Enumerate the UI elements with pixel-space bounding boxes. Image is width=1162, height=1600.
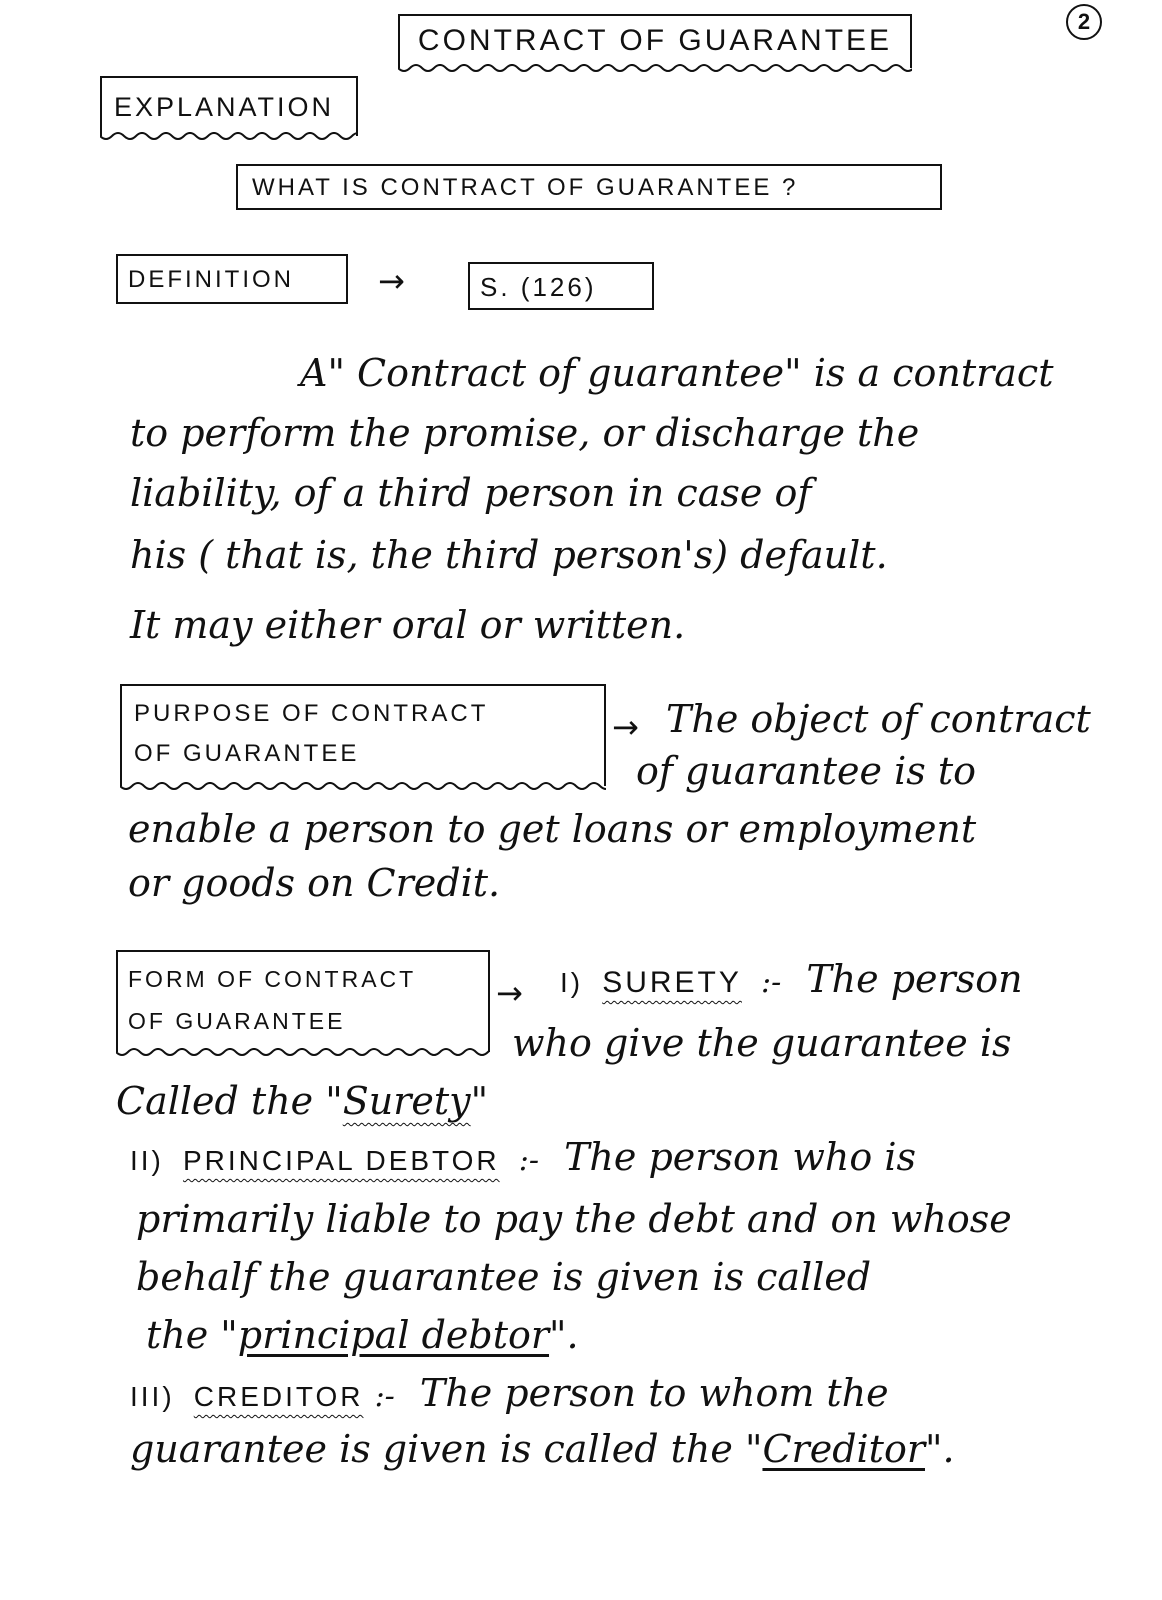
arrow-icon: → — [496, 974, 523, 1012]
principal-text-4 — [146, 1313, 579, 1357]
explanation-label — [100, 76, 358, 136]
surety-text-3 — [116, 1079, 489, 1123]
definition-line-2: to perform the promise, or discharge the — [130, 411, 920, 455]
wavy-underline — [116, 1048, 490, 1060]
principal-text-1: The person who is — [564, 1135, 916, 1179]
principal-text-3: behalf the guarantee is given is called — [136, 1255, 872, 1299]
purpose-line-4: or goods on Credit. — [128, 861, 501, 905]
creditor-term-quoted: Creditor — [762, 1427, 925, 1471]
surety-text-2: who give the guarantee is — [512, 1021, 1012, 1065]
principal-text-4-pre: the " — [146, 1313, 238, 1357]
creditor-text-2-pre: guarantee is given is called the " — [130, 1427, 763, 1471]
principal-term-quoted: principal debtor — [237, 1313, 550, 1357]
purpose-label-line-1: PURPOSE OF CONTRACT — [134, 700, 489, 727]
wavy-underline — [100, 132, 358, 144]
page-title — [398, 14, 912, 68]
form-label-line-1: FORM OF CONTRACT — [128, 966, 417, 992]
creditor-number: III) — [130, 1381, 175, 1412]
section-reference — [468, 262, 654, 310]
arrow-icon: → — [378, 262, 405, 300]
page-title-text: CONTRACT OF GUARANTEE — [417, 24, 893, 57]
definition-label-text: DEFINITION — [128, 266, 294, 293]
principal-debtor-item — [130, 1135, 916, 1179]
surety-text-3-post: " — [470, 1079, 489, 1123]
surety-text-3-pre: Called the " — [116, 1079, 343, 1123]
principal-separator: :- — [518, 1143, 539, 1178]
definition-line-4: his ( that is, the third person's) default. — [130, 533, 888, 577]
explanation-label-text: EXPLANATION — [114, 92, 335, 122]
question-heading-text: WHAT IS CONTRACT OF GUARANTEE ? — [252, 174, 799, 201]
purpose-line-2: of guarantee is to — [636, 749, 976, 793]
principal-term: PRINCIPAL DEBTOR — [182, 1145, 500, 1176]
page-number: 2 — [1066, 4, 1102, 40]
surety-item — [560, 957, 1023, 1001]
wavy-underline — [398, 64, 912, 76]
arrow-icon: → — [612, 708, 639, 746]
definition-line-1: A" Contract of guarantee" is a contract — [300, 351, 1054, 395]
definition-line-5: It may either oral or written. — [130, 603, 686, 647]
principal-text-2: primarily liable to pay the debt and on whose — [136, 1197, 1012, 1241]
form-label-line-2: OF GUARANTEE — [128, 1008, 346, 1034]
surety-text-1: The person — [806, 957, 1023, 1001]
creditor-separator: :- — [374, 1379, 395, 1414]
purpose-line-1: The object of contract — [666, 697, 1091, 741]
purpose-label-line-2: OF GUARANTEE — [134, 740, 360, 767]
creditor-text-2-post: ". — [925, 1427, 955, 1471]
creditor-text-2 — [130, 1427, 955, 1471]
principal-number: II) — [130, 1145, 164, 1176]
purpose-line-3: enable a person to get loans or employment — [128, 807, 977, 851]
surety-separator: :- — [760, 965, 782, 1000]
principal-text-4-post: ". — [549, 1313, 579, 1357]
surety-number: I) — [560, 967, 584, 998]
form-label — [116, 950, 490, 1052]
wavy-underline — [120, 782, 606, 794]
definition-label — [116, 254, 348, 304]
creditor-text-1: The person to whom the — [419, 1371, 889, 1415]
surety-term: SURETY — [602, 966, 742, 999]
surety-term-quoted: Surety — [342, 1079, 471, 1123]
creditor-term: CREDITOR — [193, 1381, 364, 1412]
purpose-label — [120, 684, 606, 786]
question-heading — [236, 164, 942, 210]
creditor-item — [130, 1371, 889, 1415]
definition-line-3: liability, of a third person in case of — [130, 471, 812, 515]
section-reference-text: S. (126) — [480, 272, 597, 302]
